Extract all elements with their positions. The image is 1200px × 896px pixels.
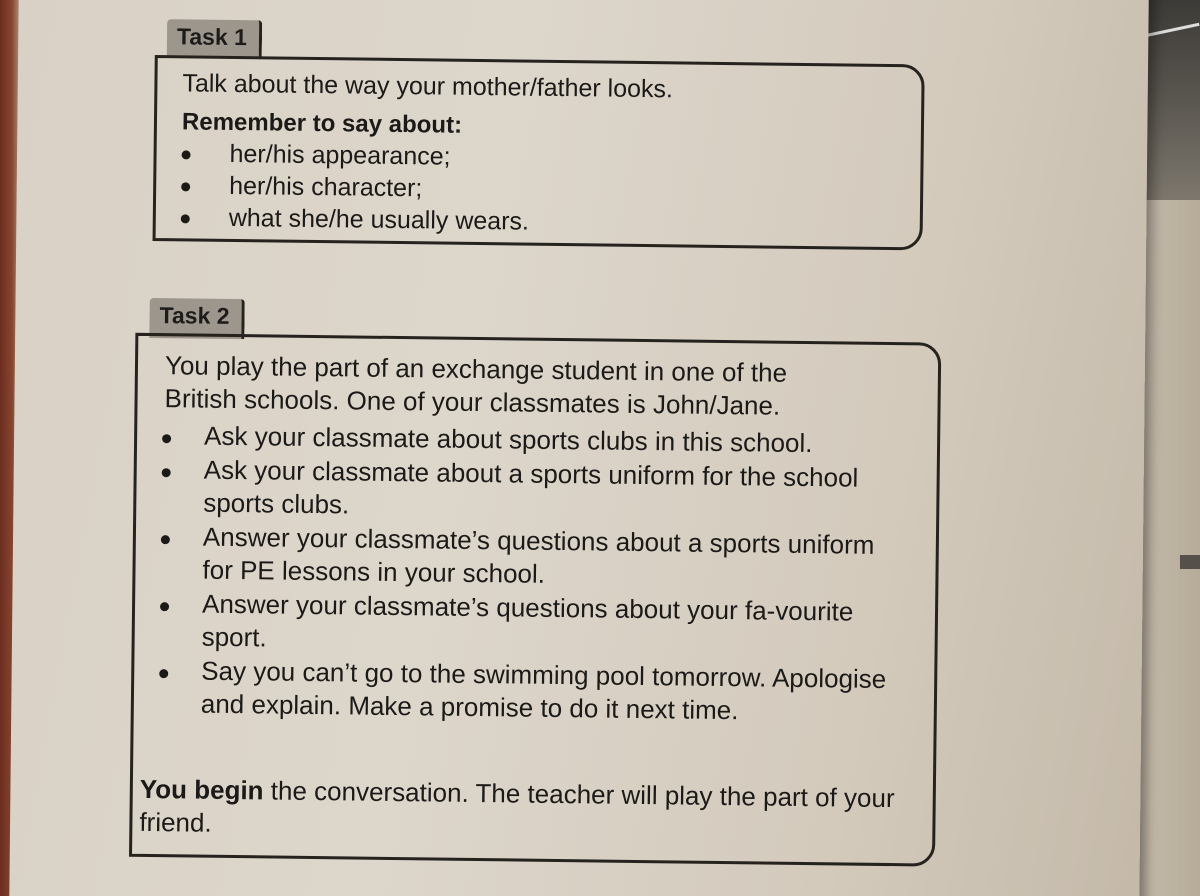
bullet-icon (159, 669, 168, 678)
list-item: what she/he usually wears. (175, 201, 875, 242)
task1-tab (167, 19, 262, 58)
task1-label: Task 1 (176, 23, 248, 51)
list-item: her/his character; (175, 169, 875, 210)
bullet-icon (181, 182, 190, 191)
closing-rest: the conversation. The teacher will play the part of your friend. (139, 775, 895, 838)
list-item: Ask your classmate about a sports uniform for the school sports clubs. (155, 453, 906, 529)
closing-bold: You begin (139, 773, 264, 806)
bullet-icon (181, 214, 190, 223)
list-item: Say you can’t go to the swimming pool tomorrow. Apologise and explain. Make a promise to do it next time. (153, 654, 904, 730)
bullet-icon (161, 535, 170, 544)
task2-bullet-list (153, 419, 907, 730)
task2-closing (139, 773, 920, 849)
list-item: Ask your classmate about sports clubs in this school. (156, 419, 906, 462)
task2-intro-line2: British schools. One of your classmates is John/Jane. (164, 383, 781, 421)
task1-prompt: Talk about the way your mother/father looks. (182, 69, 674, 104)
task2-label: Task 2 (159, 302, 230, 329)
list-item: her/his appearance; (175, 137, 875, 178)
bullet-icon (162, 468, 171, 477)
bullet-icon (160, 602, 169, 611)
list-item: Answer your classmate’s questions about a sports uniform for PE lessons in your school. (154, 520, 905, 596)
task2-intro-line1: You play the part of an exchange student in one of the (164, 350, 788, 388)
bullet-icon (182, 150, 191, 159)
task1-remember: Remember to say about: (181, 108, 463, 139)
bullet-icon (162, 434, 171, 443)
task1-bullet-list (175, 137, 876, 242)
list-item: Answer your classmate’s questions about your fa-vourite sport. (153, 587, 904, 663)
